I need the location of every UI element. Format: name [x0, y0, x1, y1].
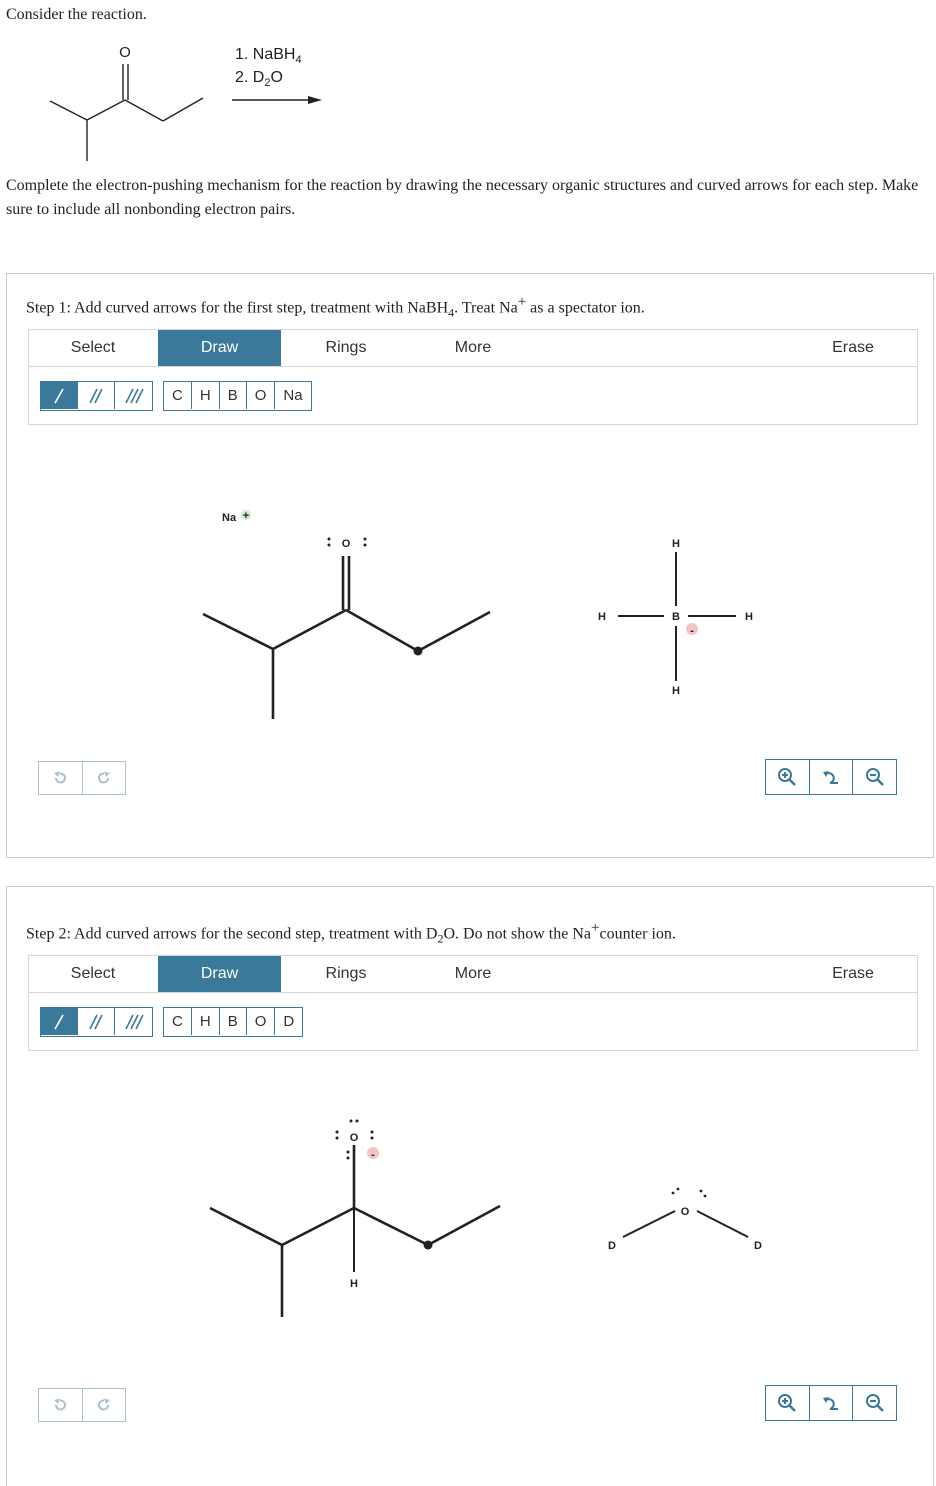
reagent-2: 2. $D_2O$ — [235, 69, 283, 89]
step2-title: Step 2: Add curved arrows for the second step, treatment with $D_2O$. Do not show the Na+counter ion. — [26, 920, 676, 946]
step1-title: Step 1: Add curved arrows for the first step, treatment with NaBH$_4$. Treat Na+ as a spectator ion. — [26, 294, 645, 320]
svg-text:-: - — [371, 1149, 375, 1161]
step1-tab-erase[interactable]: Erase — [832, 339, 874, 356]
undo-button[interactable] — [39, 762, 83, 794]
redo-icon — [96, 770, 112, 786]
alpha-carbon-dot — [424, 1241, 433, 1250]
step1-undo-redo — [38, 761, 126, 795]
deuterium-left: D — [608, 1240, 616, 1252]
atom-c-button[interactable]: C — [164, 1008, 192, 1035]
reset-zoom-icon — [821, 767, 841, 787]
deuterium-right: D — [754, 1240, 762, 1252]
atom-d-button[interactable]: D — [283, 1013, 295, 1030]
carbonyl-oxygen-atom: O — [341, 538, 351, 550]
redo-button[interactable] — [83, 762, 126, 794]
double-bond-button[interactable] — [78, 1008, 115, 1035]
sodium-label: Na — [222, 512, 237, 524]
reset-zoom-icon — [821, 1393, 841, 1413]
single-bond-button[interactable] — [41, 1008, 78, 1035]
instructions-text: Complete the electron-pushing mechanism for the reaction by drawing the necessary organic structures and curved arrows for each step. Make sure to include all nonbonding electron pairs. — [6, 177, 919, 218]
step2-undo-redo — [38, 1388, 126, 1422]
svg-text:+: + — [242, 510, 250, 522]
step2-toolbar — [28, 955, 918, 993]
step2-draw-subbar — [28, 993, 918, 1051]
atom-h-button[interactable]: H — [192, 1008, 220, 1035]
hydrogen-right: H — [745, 611, 753, 623]
step1-tab-draw[interactable]: Draw — [158, 330, 281, 366]
step2-tab-rings[interactable]: Rings — [325, 965, 367, 982]
redo-button[interactable] — [83, 1389, 126, 1421]
atom-h-button[interactable]: H — [192, 382, 220, 409]
triple-bond-button[interactable] — [115, 1008, 152, 1035]
carbonyl-oxygen-label: O — [119, 44, 131, 61]
undo-icon — [52, 770, 68, 786]
zoom-out-icon — [865, 767, 885, 787]
step1-toolbar — [28, 329, 918, 367]
water-oxygen-atom: O — [680, 1206, 690, 1218]
atom-c-button[interactable]: C — [164, 382, 192, 409]
hydrogen-top: H — [672, 538, 680, 550]
undo-icon — [52, 1397, 68, 1413]
step1-tab-rings[interactable]: Rings — [325, 339, 367, 356]
triple-bond-button[interactable] — [115, 382, 152, 409]
step2-tab-more[interactable]: More — [454, 965, 492, 982]
zoom-out-button[interactable] — [853, 760, 896, 794]
atom-b-button[interactable]: B — [220, 1008, 247, 1035]
step1-tab-more[interactable]: More — [454, 339, 492, 356]
atom-na-button[interactable]: Na — [283, 387, 303, 404]
boron-atom: B — [672, 611, 680, 623]
reagent-1: 1. NaBH$_4$ — [235, 46, 302, 66]
step2-atom-group — [163, 1007, 303, 1037]
reset-zoom-button[interactable] — [810, 1386, 854, 1420]
zoom-in-button[interactable] — [766, 760, 810, 794]
zoom-in-icon — [777, 1393, 797, 1413]
atom-b-button[interactable]: B — [220, 382, 247, 409]
step2-zoom-controls — [765, 1385, 897, 1421]
alkoxide-oxygen-atom: O — [349, 1132, 359, 1144]
step1-atom-group — [163, 381, 312, 411]
hydrogen-left: H — [598, 611, 606, 623]
step2-panel — [6, 886, 934, 1486]
svg-text:-: - — [690, 625, 694, 637]
zoom-in-button[interactable] — [766, 1386, 810, 1420]
step2-tab-erase[interactable]: Erase — [832, 965, 874, 982]
redo-icon — [96, 1397, 112, 1413]
step2-bond-group — [40, 1007, 153, 1037]
step1-draw-subbar — [28, 367, 918, 425]
step1-bond-group — [40, 381, 153, 411]
reaction-scheme — [0, 0, 936, 170]
atom-o-button[interactable]: O — [247, 382, 276, 409]
step1-zoom-controls — [765, 759, 897, 795]
single-bond-button[interactable] — [41, 382, 78, 409]
reset-zoom-button[interactable] — [810, 760, 854, 794]
water-lone-pairs-icon — [672, 1188, 707, 1198]
hydrogen-bottom: H — [672, 685, 680, 697]
double-bond-button[interactable] — [78, 382, 115, 409]
alpha-carbon-dot — [414, 647, 423, 656]
zoom-out-icon — [865, 1393, 885, 1413]
zoom-in-icon — [777, 767, 797, 787]
step2-canvas[interactable] — [28, 1052, 918, 1392]
intro-text: Consider the reaction. — [6, 6, 147, 23]
atom-o-button[interactable]: O — [247, 1008, 276, 1035]
zoom-out-button[interactable] — [853, 1386, 896, 1420]
step2-tab-select[interactable]: Select — [70, 965, 116, 982]
undo-button[interactable] — [39, 1389, 83, 1421]
hydrogen-atom: H — [350, 1278, 358, 1290]
step1-panel — [6, 273, 934, 858]
step1-tab-select[interactable]: Select — [70, 339, 116, 356]
step2-tab-draw[interactable]: Draw — [158, 956, 281, 992]
ketone-skeleton — [203, 556, 490, 719]
